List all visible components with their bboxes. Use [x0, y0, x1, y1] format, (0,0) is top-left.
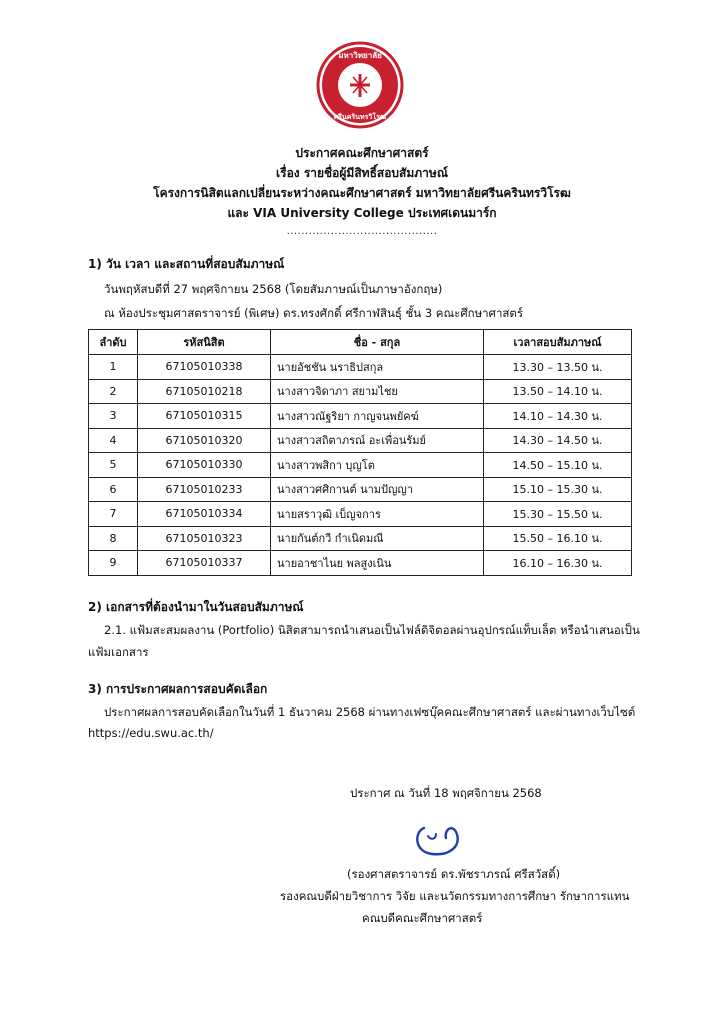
portfolio-requirement-line2: แฟ้มเอกสาร	[88, 645, 149, 659]
cell-full-name: นายอัชชัน นราธิปสกุล	[271, 355, 484, 380]
signatory-acting-role: คณบดีคณะศึกษาศาสตร์	[362, 911, 483, 925]
cell-full-name: นายกันต์กวี กำเนิดมณี	[271, 526, 484, 551]
header-no: ลำดับ	[89, 330, 138, 355]
cell-student-id: 67105010315	[138, 404, 271, 429]
program-name: โครงการนิสิตแลกเปลี่ยนระหว่างคณะศึกษาศาสตร์ มหาวิทยาลัยศรีนครินทรวิโรฒ	[153, 186, 571, 200]
announcement-subject: เรื่อง รายชื่อผู้มีสิทธิ์สอบสัมภาษณ์	[276, 166, 448, 180]
result-website-link[interactable]: https://edu.swu.ac.th/	[88, 726, 214, 740]
cell-student-id: 67105010338	[138, 355, 271, 380]
header-divider: .........................................	[286, 226, 438, 237]
cell-interview-time: 16.10 – 16.30 น.	[484, 551, 632, 576]
header-interview-time: เวลาสอบสัมภาษณ์	[484, 330, 632, 355]
section1-title: 1) วัน เวลา และสถานที่สอบสัมภาษณ์	[88, 257, 285, 271]
section3-title: 3) การประกาศผลการสอบคัดเลือก	[88, 682, 268, 696]
cell-interview-time: 15.50 – 16.10 น.	[484, 526, 632, 551]
signatory-name: (รองศาสตราจารย์ ดร.พัชราภรณ์ ศรีสวัสดิ์)	[347, 867, 561, 881]
cell-interview-time: 15.10 – 15.30 น.	[484, 477, 632, 502]
cell-interview-time: 14.30 – 14.50 น.	[484, 428, 632, 453]
header-student-id: รหัสนิสิต	[138, 330, 271, 355]
signature-mark	[400, 818, 470, 862]
cell-no: 2	[89, 379, 138, 404]
cell-no: 5	[89, 453, 138, 478]
cell-full-name: นางสาวจิดาภา สยามไชย	[271, 379, 484, 404]
table-row	[89, 355, 632, 380]
university-seal-logo	[316, 41, 404, 129]
cell-full-name: นางสาวพสิกา บุญโต	[271, 453, 484, 478]
cell-interview-time: 13.50 – 14.10 น.	[484, 379, 632, 404]
cell-no: 1	[89, 355, 138, 380]
table-row	[89, 428, 632, 453]
cell-student-id: 67105010233	[138, 477, 271, 502]
cell-no: 9	[89, 551, 138, 576]
interview-place: ณ ห้องประชุมศาสตราจารย์ (พิเศษ) ดร.ทรงศักดิ์ ศรีกาฬสินธุ์ ชั้น 3 คณะศึกษาศาสตร์	[104, 306, 524, 320]
cell-no: 6	[89, 477, 138, 502]
svg-text:ศรีนครินทรวิโรฒ: ศรีนครินทรวิโรฒ	[333, 113, 387, 121]
table-header-row	[89, 330, 632, 355]
table-row	[89, 404, 632, 429]
signatory-position: รองคณบดีฝ่ายวิชาการ วิจัย และนวัตกรรมทางการศึกษา รักษาการแทน	[280, 889, 630, 903]
section2-title: 2) เอกสารที่ต้องนำมาในวันสอบสัมภาษณ์	[88, 600, 304, 614]
portfolio-requirement-line1: 2.1. แฟ้มสะสมผลงาน (Portfolio) นิสิตสามารถนำเสนอเป็นไฟล์ดิจิตอลผ่านอุปกรณ์แท็บเล็ต หรือนำเสนอเป็น	[104, 623, 640, 637]
cell-no: 8	[89, 526, 138, 551]
cell-full-name: นายสราวุฒิ เบ็ญจการ	[271, 502, 484, 527]
announcement-date: ประกาศ ณ วันที่ 18 พฤศจิกายน 2568	[350, 786, 542, 800]
cell-student-id: 67105010334	[138, 502, 271, 527]
cell-no: 4	[89, 428, 138, 453]
cell-full-name: นางสาวศศิกานต์ นามปัญญา	[271, 477, 484, 502]
cell-full-name: นางสาวณัฐริยา กาญจนพยัคฆ์	[271, 404, 484, 429]
table-row	[89, 526, 632, 551]
cell-no: 3	[89, 404, 138, 429]
announcement-heading: ประกาศคณะศึกษาศาสตร์	[295, 146, 429, 160]
cell-student-id: 67105010320	[138, 428, 271, 453]
table-row	[89, 453, 632, 478]
table-row	[89, 379, 632, 404]
cell-no: 7	[89, 502, 138, 527]
table-row	[89, 477, 632, 502]
cell-interview-time: 13.30 – 13.50 น.	[484, 355, 632, 380]
cell-student-id: 67105010323	[138, 526, 271, 551]
cell-interview-time: 15.30 – 15.50 น.	[484, 502, 632, 527]
table-row	[89, 502, 632, 527]
cell-student-id: 67105010337	[138, 551, 271, 576]
interview-date: วันพฤหัสบดีที่ 27 พฤศจิกายน 2568 (โดยสัมภาษณ์เป็นภาษาอังกฤษ)	[104, 282, 443, 296]
cell-interview-time: 14.10 – 14.30 น.	[484, 404, 632, 429]
svg-text:มหาวิทยาลัย: มหาวิทยาลัย	[338, 51, 382, 60]
partner-institution: และ VIA University College ประเทศเดนมาร์ก	[227, 206, 497, 220]
cell-student-id: 67105010218	[138, 379, 271, 404]
cell-full-name: นางสาวสถิตาภรณ์ อะเพื่อนรัมย์	[271, 428, 484, 453]
cell-student-id: 67105010330	[138, 453, 271, 478]
cell-interview-time: 14.50 – 15.10 น.	[484, 453, 632, 478]
result-announcement-line1: ประกาศผลการสอบคัดเลือกในวันที่ 1 ธันวาคม 2568 ผ่านทางเฟซบุ๊คคณะศึกษาศาสตร์ และผ่านทางเว็บไซต์	[104, 705, 636, 719]
cell-full-name: นายอาชาไนย พลสูงเนิน	[271, 551, 484, 576]
interview-schedule-table	[88, 329, 632, 576]
table-row	[89, 551, 632, 576]
header-full-name: ชื่อ - สกุล	[271, 330, 484, 355]
